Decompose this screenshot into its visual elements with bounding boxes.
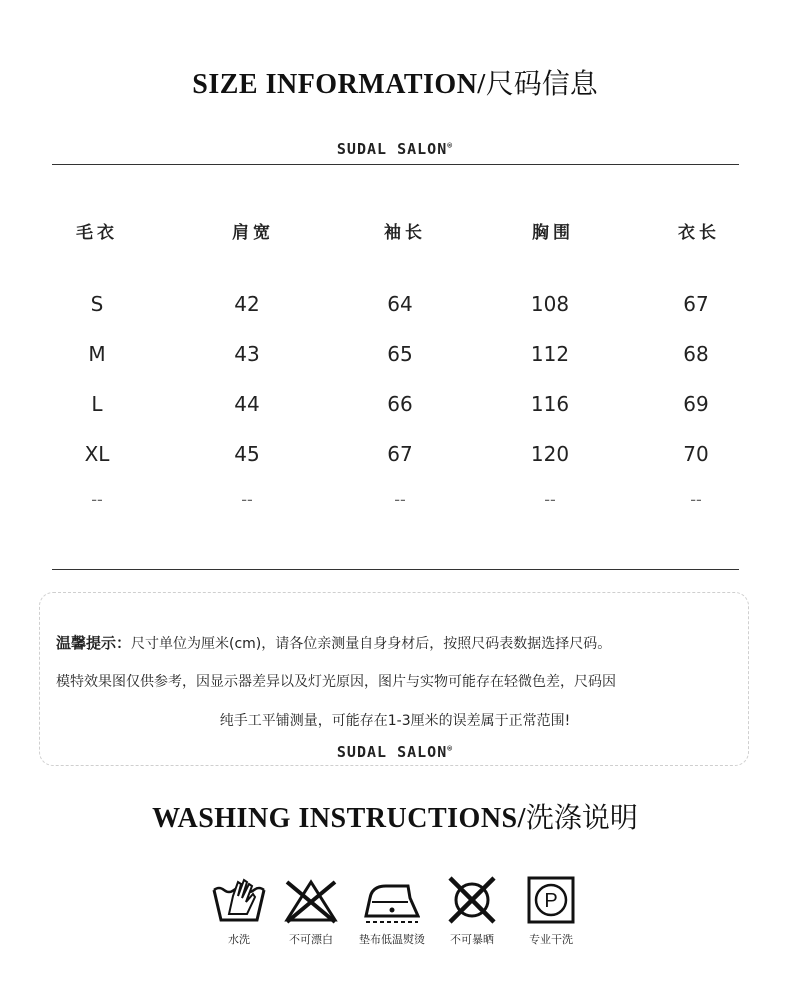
col-header-chest: 胸围 [532, 223, 574, 243]
placeholder-cell: -- [394, 490, 406, 509]
col-header-sleeve: 袖长 [384, 223, 426, 243]
table-cell: 43 [234, 342, 260, 366]
table-cell: 70 [683, 442, 709, 466]
placeholder-cell: -- [544, 490, 556, 509]
washing-title-en: WASHING INSTRUCTIONS/ [152, 803, 526, 834]
hand-wash-icon [211, 876, 267, 924]
size-title-en: SIZE INFORMATION/ [192, 69, 486, 100]
col-header-shoulder: 肩宽 [232, 223, 274, 243]
col-header-sweater: 毛衣 [76, 223, 118, 243]
no-bleach-icon [283, 876, 339, 924]
tips-label: 温馨提示： [56, 634, 132, 652]
tips-line-3: 纯手工平铺测量，可能存在1-3厘米的误差属于正常范围! [219, 713, 571, 729]
brand-registered-mark: ® [447, 141, 454, 150]
placeholder-cell: -- [241, 490, 253, 509]
table-cell: 45 [234, 442, 260, 466]
no-tumble-dry-icon [444, 876, 500, 924]
table-cell: 42 [234, 292, 260, 316]
size-cell: S [90, 292, 104, 316]
size-information-title [0, 62, 790, 102]
table-cell: 65 [387, 342, 413, 366]
table-cell: 67 [683, 292, 709, 316]
brand-text: SUDAL SALON [336, 140, 448, 158]
table-cell: 44 [234, 392, 260, 416]
tips-line-1 [56, 632, 611, 653]
placeholder-cell: -- [690, 490, 702, 509]
table-cell: 116 [530, 392, 570, 416]
dry-clean-icon [523, 876, 579, 924]
tips-line-2: 模特效果图仅供参考，因显示器差异以及灯光原因，图片与实物可能存在轻微色差，尺码因 [56, 674, 616, 690]
table-cell: 68 [683, 342, 709, 366]
table-cell: 108 [530, 292, 570, 316]
table-cell: 66 [387, 392, 413, 416]
table-cell: 67 [387, 442, 413, 466]
size-title-zh: 尺码信息 [485, 67, 598, 100]
brand-logo [0, 140, 790, 158]
care-label: 不可漂白 [289, 933, 333, 946]
col-header-length: 衣长 [678, 223, 720, 243]
brand-registered-mark: ® [447, 744, 454, 753]
care-label: 垫布低温熨烫 [359, 933, 425, 946]
table-cell: 64 [387, 292, 413, 316]
brand-logo-note [0, 743, 790, 761]
size-cell: L [91, 392, 103, 416]
table-cell: 120 [530, 442, 570, 466]
divider-bottom [52, 569, 739, 570]
low-iron-icon [364, 876, 420, 924]
tips-text-1: 尺寸单位为厘米(cm)，请各位亲测量自身身材后，按照尺码表数据选择尺码。 [131, 636, 612, 652]
size-cell: M [88, 342, 106, 366]
table-cell: 69 [683, 392, 709, 416]
brand-text: SUDAL SALON [336, 743, 448, 761]
care-label: 专业干洗 [529, 933, 573, 946]
washing-title-zh: 洗涤说明 [525, 801, 638, 834]
care-label: 不可暴晒 [450, 933, 494, 946]
care-label: 水洗 [228, 933, 250, 946]
washing-instructions-title [0, 796, 790, 836]
placeholder-cell: -- [91, 490, 103, 509]
table-cell: 112 [530, 342, 570, 366]
divider-top [52, 164, 739, 165]
size-cell: XL [84, 442, 110, 466]
svg-text:P: P [544, 890, 558, 912]
